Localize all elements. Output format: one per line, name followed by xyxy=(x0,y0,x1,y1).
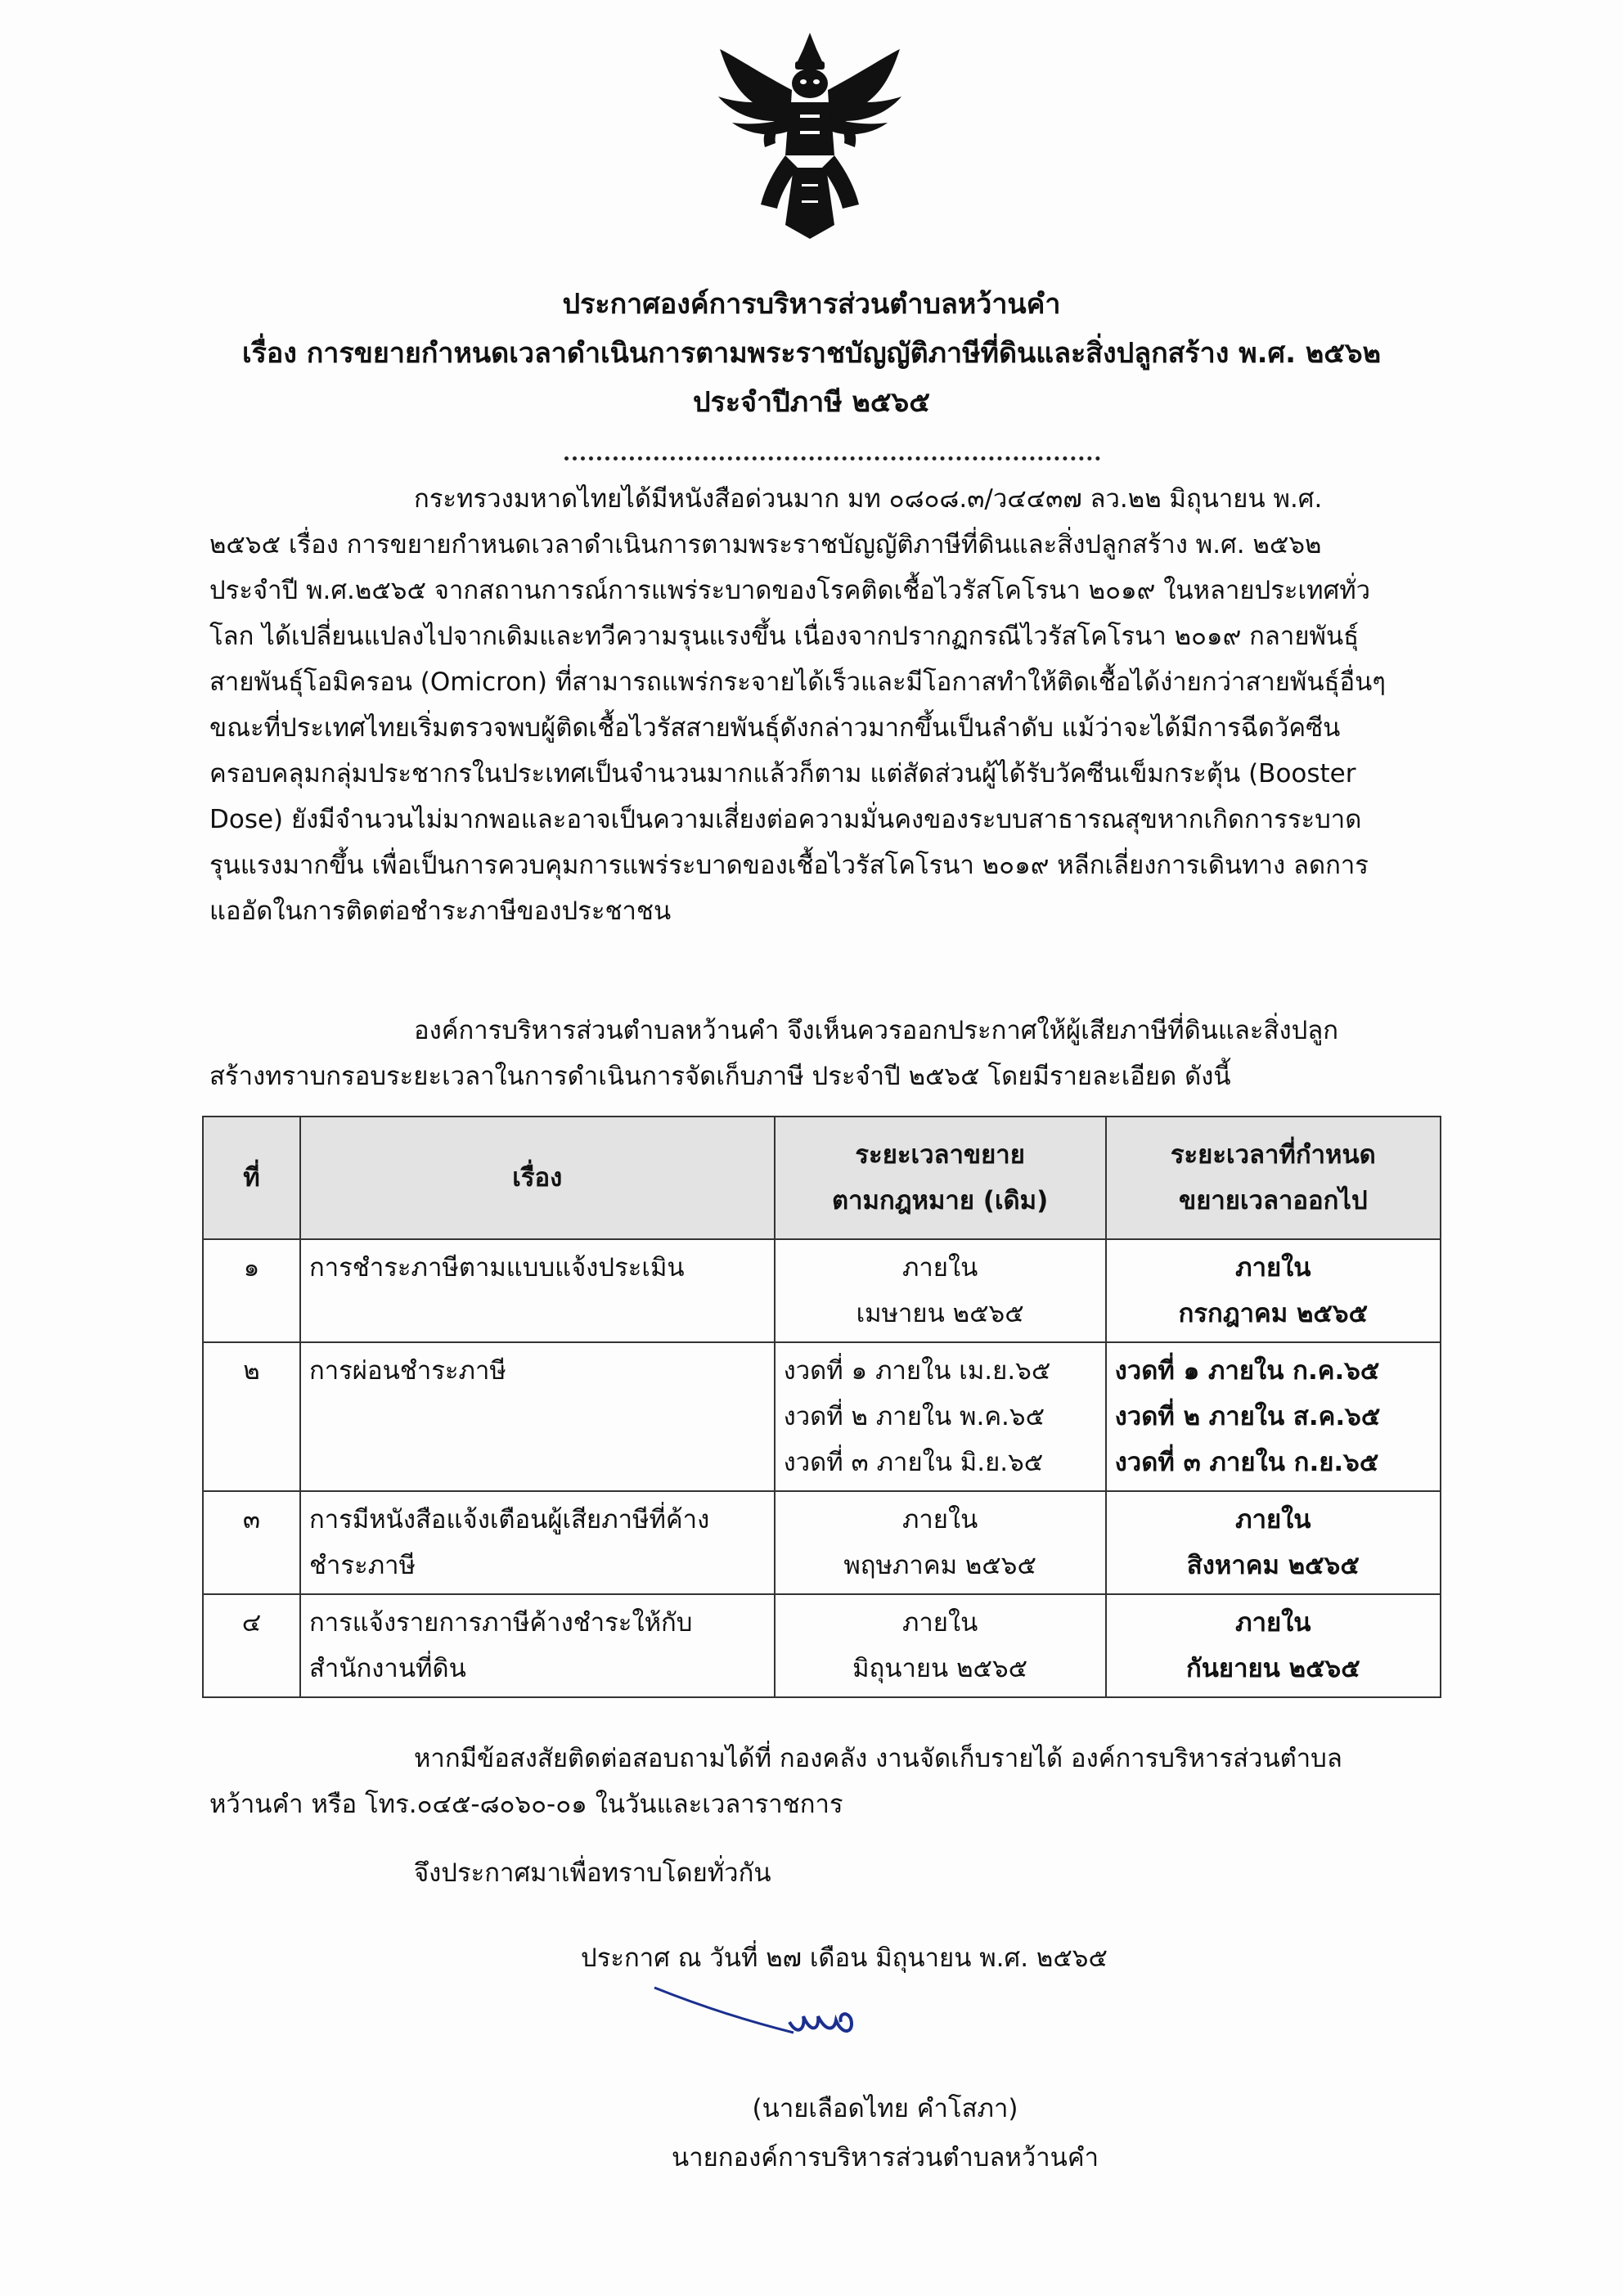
announce-date: ประกาศ ณ วันที่ ๒๗ เดือน มิถุนายน พ.ศ. ๒๕๖๕ xyxy=(581,1943,1108,1973)
row-topic: การผ่อนชำระภาษี xyxy=(300,1342,775,1491)
header-no: ที่ xyxy=(203,1117,300,1239)
row-topic: การมีหนังสือแจ้งเตือนผู้เสียภาษีที่ค้าง ชำระภาษี xyxy=(300,1491,775,1594)
header-old-period: ระยะเวลาขยาย ตามกฎหมาย (เดิม) xyxy=(775,1117,1106,1239)
body-paragraph-2 xyxy=(209,1008,1445,1099)
closing-announce: จึงประกาศมาเพื่อทราบโดยทั่วกัน xyxy=(414,1858,771,1888)
para1-line: แออัดในการติดต่อชำระภาษีของประชาชน xyxy=(209,896,672,926)
signer-title: นายกองค์การบริหารส่วนตำบลหว้านคำ xyxy=(672,2143,1099,2172)
table-row xyxy=(203,1594,1441,1697)
row-new-period: งวดที่ ๑ ภายใน ก.ค.๖๕ งวดที่ ๒ ภายใน ส.ค.๖๕ งวดที่ ๓ ภายใน ก.ย.๖๕ xyxy=(1106,1342,1441,1491)
para1-line: ๒๕๖๕ เรื่อง การขยายกำหนดเวลาดำเนินการตามพระราชบัญญัติภาษีที่ดินและสิ่งปลูกสร้าง พ.ศ. ๒๕๖๒ xyxy=(209,530,1322,559)
table-row xyxy=(203,1342,1441,1491)
contact-line: หว้านคำ หรือ โทร.๐๔๕-๘๐๖๐-๐๑ ในวันและเวลาราชการ xyxy=(209,1790,843,1819)
row-new-period: ภายใน สิงหาคม ๒๕๖๕ xyxy=(1106,1491,1441,1594)
row-new-period: ภายใน กรกฎาคม ๒๕๖๕ xyxy=(1106,1239,1441,1342)
table-header-row xyxy=(203,1117,1441,1239)
announcement-subject: เรื่อง การขยายกำหนดเวลาดำเนินการตามพระราชบัญญัติภาษีที่ดินและสิ่งปลูกสร้าง พ.ศ. ๒๕๖๒ xyxy=(241,337,1382,370)
contact-paragraph xyxy=(209,1736,1445,1827)
row-number: ๑ xyxy=(203,1239,300,1342)
para1-line: สายพันธุ์โอมิครอน (Omicron) ที่สามารถแพร่กระจายได้เร็วและมีโอกาสทำให้ติดเชื้อได้ง่ายกว่าสายพันธุ์อื่นๆ xyxy=(209,667,1386,697)
row-topic: การชำระภาษีตามแบบแจ้งประเมิน xyxy=(300,1239,775,1342)
row-old-period: งวดที่ ๑ ภายใน เม.ย.๖๕ งวดที่ ๒ ภายใน พ.ค.๖๕ งวดที่ ๓ ภายใน มิ.ย.๖๕ xyxy=(775,1342,1106,1491)
table-row xyxy=(203,1491,1441,1594)
row-number: ๓ xyxy=(203,1491,300,1594)
para1-line: ขณะที่ประเทศไทยเริ่มตรวจพบผู้ติดเชื้อไวรัสสายพันธุ์ดังกล่าวมากขึ้นเป็นลำดับ แม้ว่าจะได้มีการฉีดวัคซีน xyxy=(209,713,1341,743)
para1-line: โลก ได้เปลี่ยนแปลงไปจากเดิมและทวีความรุนแรงขึ้น เนื่องจากปรากฏกรณีไวรัสโคโรนา ๒๐๑๙ กลายพันธุ์ xyxy=(209,622,1360,651)
para1-line: ครอบคลุมกลุ่มประชากรในประเทศเป็นจำนวนมากแล้วก็ตาม แต่สัดส่วนผู้ได้รับวัคซีนเข็มกระตุ้น (Booster xyxy=(209,759,1356,789)
row-number: ๔ xyxy=(203,1594,300,1697)
row-old-period: ภายใน มิถุนายน ๒๕๖๕ xyxy=(775,1594,1106,1697)
signature-icon xyxy=(630,1971,900,2078)
table-row xyxy=(203,1239,1441,1342)
announcement-tax-year: ประจำปีภาษี ๒๕๖๕ xyxy=(693,386,930,419)
garuda-emblem-icon xyxy=(704,25,916,245)
para1-line: ประจำปี พ.ศ.๒๕๖๕ จากสถานการณ์การแพร่ระบาดของโรคติดเชื้อไวรัสโคโรนา ๒๐๑๙ ในหลายประเทศทั่ว xyxy=(209,576,1371,605)
contact-line: หากมีข้อสงสัยติดต่อสอบถามได้ที่ กองคลัง งานจัดเก็บรายได้ องค์การบริหารส่วนตำบล xyxy=(414,1744,1342,1773)
para1-line: Dose) ยังมีจำนวนไม่มากพอและอาจเป็นความเสี่ยงต่อความมั่นคงของระบบสาธารณสุขหากเกิดการระบาด xyxy=(209,805,1362,834)
signer-name: (นายเลือดไทย คำโสภา) xyxy=(752,2094,1018,2123)
announcement-title: ประกาศองค์การบริหารส่วนตำบลหว้านคำ xyxy=(562,288,1061,321)
para1-line: กระทรวงมหาดไทยได้มีหนังสือด่วนมาก มท ๐๘๐๘.๓/ว๔๔๓๗ ลว.๒๒ มิถุนายน พ.ศ. xyxy=(414,484,1323,514)
row-old-period: ภายใน พฤษภาคม ๒๕๖๕ xyxy=(775,1491,1106,1594)
header-new-period: ระยะเวลาที่กำหนด ขยายเวลาออกไป xyxy=(1106,1117,1441,1239)
dotted-divider xyxy=(564,456,1100,461)
para2-line: สร้างทราบกรอบระยะเวลาในการดำเนินการจัดเก็บภาษี ประจำปี ๒๕๖๕ โดยมีรายละเอียด ดังนี้ xyxy=(209,1062,1231,1091)
row-topic: การแจ้งรายการภาษีค้างชำระให้กับ สำนักงานที่ดิน xyxy=(300,1594,775,1697)
row-old-period: ภายใน เมษายน ๒๕๖๕ xyxy=(775,1239,1106,1342)
para2-line: องค์การบริหารส่วนตำบลหว้านคำ จึงเห็นควรออกประกาศให้ผู้เสียภาษีที่ดินและสิ่งปลูก xyxy=(414,1016,1339,1045)
row-new-period: ภายใน กันยายน ๒๕๖๕ xyxy=(1106,1594,1441,1697)
body-paragraph-1 xyxy=(209,476,1445,934)
para1-line: รุนแรงมากขึ้น เพื่อเป็นการควบคุมการแพร่ระบาดของเชื้อไวรัสโคโรนา ๒๐๑๙ หลีกเลี่ยงการเดินทาง ลดการ xyxy=(209,851,1369,880)
row-number: ๒ xyxy=(203,1342,300,1491)
schedule-table xyxy=(202,1116,1441,1698)
header-topic: เรื่อง xyxy=(300,1117,775,1239)
